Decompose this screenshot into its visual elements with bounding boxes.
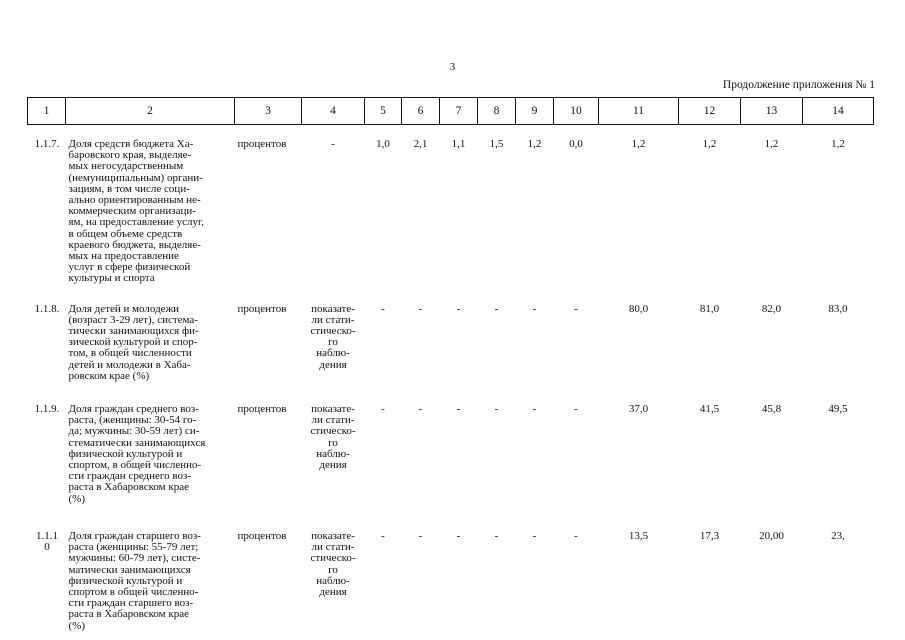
unit-of-measure: процентов: [237, 302, 287, 315]
indicator-name-line: Доля средств бюджета Ха-: [68, 138, 194, 150]
indicator-name-line: краевого бюджета, выделяе-: [68, 238, 201, 251]
data-source-line: стическо-: [310, 425, 356, 438]
indicator-name-line: коммерческим организаци-: [68, 205, 196, 218]
column-header: 8: [478, 98, 516, 125]
value-cell: 82,0: [761, 302, 782, 315]
value-cell: 1,2: [764, 138, 779, 150]
value-cell: -: [494, 302, 499, 315]
indicator-name-line: спортом в общей численно-: [68, 585, 199, 598]
data-source: [302, 304, 365, 382]
indicator-name-line: ально ориентированным не-: [68, 194, 201, 207]
value-cell: 80,0: [628, 302, 649, 315]
column-header: 10: [554, 98, 599, 125]
indicator-name-line: (%): [68, 492, 85, 505]
indicator-name-line: раста в Хабаровском крае: [68, 481, 189, 494]
data-source-line: показате-: [311, 302, 355, 315]
value-cell: 81,0: [699, 302, 720, 315]
value-cell: 1,1: [451, 138, 466, 150]
indicator-name-line: раста, (женщины: 30-54 го-: [68, 414, 197, 427]
row-spacer: [28, 285, 874, 304]
indicator-name-line: раста в Хабаровском крае: [68, 608, 189, 621]
indicator-name-line: услуг в сфере физической: [68, 261, 191, 274]
column-header: 11: [599, 98, 679, 125]
value-cell: 1,0: [376, 138, 390, 150]
indicator-number-line: 0: [44, 541, 50, 554]
data-source-line: наблю-: [316, 447, 350, 460]
column-header: 14: [803, 98, 874, 125]
value-cell: 45,8: [761, 403, 782, 416]
data-source-line: наблю-: [316, 574, 350, 587]
value-cell: -: [494, 529, 499, 542]
data-source-line: дения: [319, 585, 347, 598]
indicator-name-line: том, в общей численности: [68, 347, 192, 360]
data-source-line: го: [328, 436, 338, 449]
value-cell: 20,00: [759, 529, 784, 542]
indicator-name: [66, 531, 235, 632]
column-header: 3: [235, 98, 302, 125]
value-cell: 41,5: [699, 403, 720, 416]
value-cell: 2,1: [413, 138, 428, 150]
value-cell: -: [456, 302, 461, 315]
table-row: [28, 531, 874, 632]
data-source-line: ли стати-: [311, 313, 355, 326]
value-cell: -: [418, 529, 423, 542]
indicator-name-line: Доля граждан среднего воз-: [68, 403, 199, 416]
data-source-line: дения: [319, 358, 347, 371]
column-header: 6: [402, 98, 440, 125]
indicator-number: [28, 531, 66, 632]
row-spacer-cell: [28, 505, 874, 531]
indicator-name-line: тически занимающихся фи-: [68, 325, 199, 338]
column-number-header-row: [28, 98, 874, 125]
row-spacer: [28, 125, 874, 140]
indicator-name: [66, 404, 235, 505]
indicator-name-line: раста (женщины: 55-79 лет;: [68, 541, 199, 554]
row-spacer: [28, 382, 874, 404]
column-header: 5: [365, 98, 402, 125]
indicator-name-line: матически занимающихся: [68, 563, 191, 576]
indicator-name-line: мых негосударственным: [68, 160, 184, 173]
indicator-name-line: детей и молодежи в Хаба-: [68, 358, 191, 371]
indicator-name-line: Доля граждан старшего воз-: [68, 529, 201, 542]
indicator-name-line: мых на предоставление: [68, 250, 179, 263]
column-header: 7: [440, 98, 478, 125]
value-cell: -: [418, 302, 423, 315]
data-source-line: показате-: [311, 403, 355, 416]
value-cell: 13,5: [628, 529, 649, 542]
indicators-table: [27, 97, 874, 632]
column-header: 12: [679, 98, 741, 125]
indicator-name-line: стематически занимающихся: [68, 436, 206, 449]
value-cell: 37,0: [628, 403, 649, 416]
data-source-line: дения: [319, 459, 347, 472]
table-row: [28, 404, 874, 505]
indicator-name-line: ям, на предоставление услуг,: [68, 216, 204, 229]
value-cell: 17,3: [699, 529, 720, 542]
row-spacer-cell: [28, 125, 874, 140]
column-header: 1: [28, 98, 66, 125]
data-source-line: наблю-: [316, 347, 350, 360]
value-cell: 83,0: [828, 302, 848, 315]
indicator-name-line: (%): [68, 619, 85, 632]
data-source-line: ли стати-: [311, 414, 355, 427]
indicator-name-line: мужчины: 60-79 лет), систе-: [68, 552, 201, 565]
indicator-name: [66, 139, 235, 285]
indicator-number-line: 1.1.8.: [34, 302, 60, 315]
value-cell: -: [381, 302, 385, 315]
indicator-number: [28, 404, 66, 505]
data-source-line: стическо-: [310, 325, 356, 338]
data-source-line: го: [328, 563, 338, 576]
indicator-name-line: зической культурой и спор-: [68, 336, 198, 349]
value-cell: -: [494, 403, 499, 416]
value-cell: -: [456, 403, 461, 416]
indicator-name-line: физической культурой и: [68, 574, 183, 587]
value-cell: -: [532, 403, 537, 416]
table-row: [28, 139, 874, 285]
indicator-name-line: баровского края, выделяе-: [68, 149, 192, 162]
indicator-name-line: (возраст 3-29 лет), система-: [68, 313, 198, 326]
value-cell: 1,2: [527, 138, 542, 150]
data-source: [302, 139, 365, 285]
appendix-continuation-label: Продолжение приложения № 1: [722, 79, 875, 91]
data-source: [302, 404, 365, 505]
indicator-number: [28, 304, 66, 382]
indicator-name-line: сти граждан среднего воз-: [68, 470, 192, 483]
unit-of-measure: процентов: [237, 529, 287, 542]
data-source-line: стическо-: [310, 552, 356, 565]
unit-of-measure: процентов: [237, 138, 287, 150]
indicator-name-line: зациям, в том числе соци-: [68, 182, 190, 195]
value-cell: -: [532, 529, 537, 542]
table-row: [28, 304, 874, 382]
indicator-number: [28, 139, 66, 285]
value-cell: -: [574, 403, 578, 416]
indicator-name-line: спортом, в общей численно-: [68, 459, 202, 472]
row-spacer-cell: [28, 285, 874, 304]
indicator-name-line: (немуниципальным) органи-: [68, 171, 203, 184]
data-source-line: -: [331, 138, 335, 150]
value-cell: 49,5: [828, 403, 848, 416]
indicator-name-line: культуры и спорта: [68, 272, 155, 285]
column-header: 4: [302, 98, 365, 125]
indicator-name-line: да; мужчины: 30-59 лет) си-: [68, 425, 200, 438]
column-header: 2: [66, 98, 235, 125]
data-source-line: ли стати-: [311, 541, 355, 554]
page-number: 3: [449, 61, 456, 73]
data-source: [302, 531, 365, 632]
indicator-number-line: 1.1.9.: [34, 403, 60, 416]
value-cell: 1,2: [831, 138, 845, 150]
indicator-number-line: 1.1.1: [36, 529, 58, 542]
indicator-name-line: сти граждан старшего воз-: [68, 597, 194, 610]
row-spacer-cell: [28, 382, 874, 404]
value-cell: -: [418, 403, 423, 416]
value-cell: 1,5: [489, 138, 504, 150]
data-source-line: показате-: [311, 529, 355, 542]
value-cell: 0,0: [569, 138, 583, 150]
value-cell: -: [574, 529, 578, 542]
indicator-name-line: Доля детей и молодежи: [68, 302, 180, 315]
value-cell: -: [574, 302, 578, 315]
value-cell: -: [381, 403, 385, 416]
value-cell: 23,: [831, 529, 845, 542]
unit-of-measure: процентов: [237, 403, 287, 416]
column-header: 13: [741, 98, 803, 125]
row-spacer: [28, 505, 874, 531]
value-cell: 1,2: [702, 138, 717, 150]
data-source-line: го: [328, 336, 338, 349]
indicator-number-line: 1.1.7.: [34, 138, 60, 150]
indicator-name: [66, 304, 235, 382]
value-cell: -: [532, 302, 537, 315]
indicator-name-line: физической культурой и: [68, 447, 183, 460]
value-cell: -: [456, 529, 461, 542]
indicator-name-line: ровском крае (%): [68, 369, 150, 382]
column-header: 9: [516, 98, 554, 125]
value-cell: 1,2: [631, 138, 646, 150]
value-cell: -: [381, 529, 385, 542]
indicator-name-line: в общем объеме средств: [68, 227, 183, 240]
